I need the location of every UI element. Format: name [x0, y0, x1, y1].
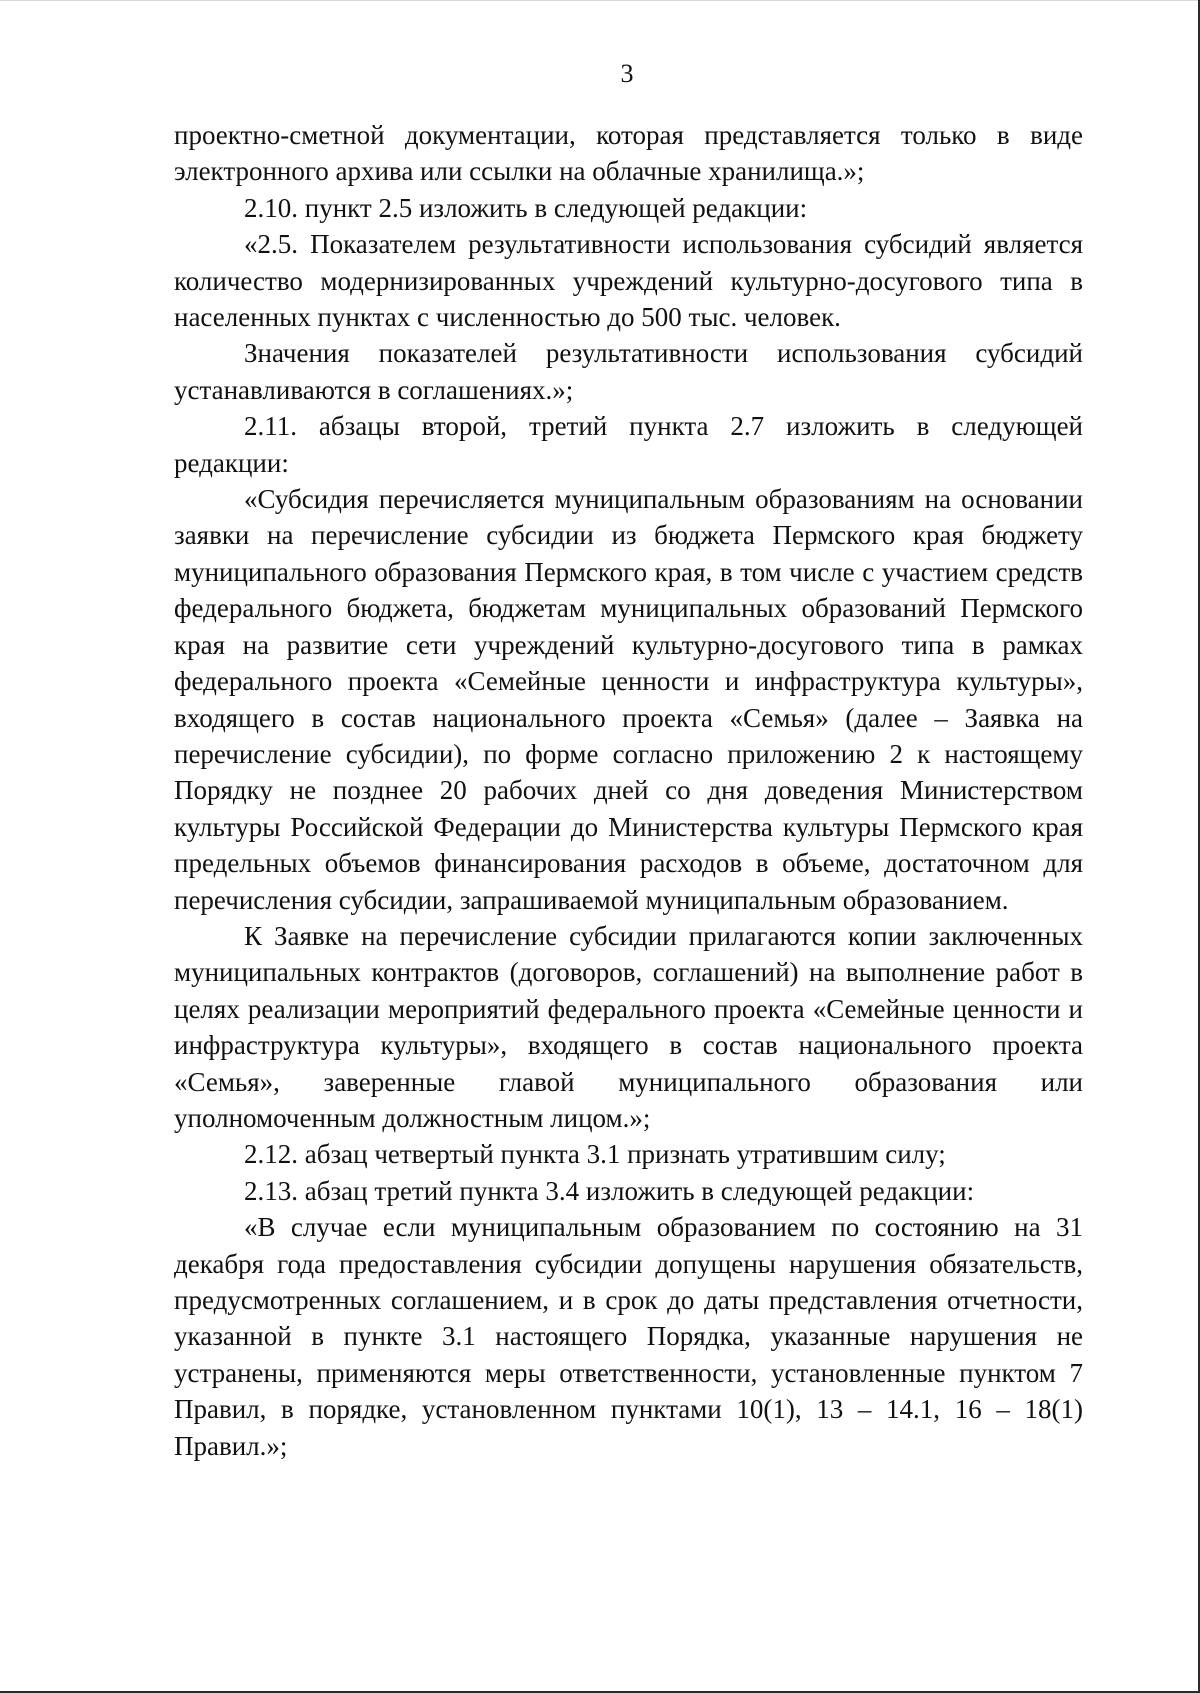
document-body: [174, 117, 1083, 1464]
paragraph-application-attachments: К Заявке на перечисление субсидии прилагаются копии заключенных муниципальных контрактов (договоров, соглашений) на выполнение работ в целях реализации мероприятий федерального проекта «Семейные ценности и инфраструктура культуры», входящего в состав национального проекта «Семья», заверенные главой муниципального образования или уполномоченным должностным лицом.»;: [174, 920, 1083, 1133]
paragraph-violations: «В случае если муниципальным образованием по состоянию на 31 декабря года предоставления субсидии допущены нарушения обязательств, предусмотренных соглашением, и в срок до даты представления отчетности, указанной в пункте 3.1 настоящего Порядка, указанные нарушения не устранены, применяются меры ответственности, установленные пунктом 7 Правил, в порядке, установленном пунктами 10(1), 13 – 14.1, 16 – 18(1) Правил.»;: [174, 1212, 1083, 1461]
paragraph-item-2-13: 2.13. абзац третий пункта 3.4 изложить в следующей редакции:: [244, 1175, 975, 1206]
paragraph-item-2-12: 2.12. абзац четвертый пункта 3.1 признать утратившим силу;: [244, 1139, 946, 1170]
paragraph-quote-2-5: «2.5. Показателем результативности использования субсидий является количество модернизированных учреждений культурно-досугового типа в населенных пунктах с численностью до 500 тыс. человек.: [174, 229, 1083, 333]
scan-edge-top: [0, 0, 1200, 1]
paragraph-continuation: проектно-сметной документации, которая представляется только в виде электронного архива или ссылки на облачные хранилища.»;: [174, 120, 1083, 187]
paragraph-item-2-10: 2.10. пункт 2.5 изложить в следующей редакции:: [244, 192, 808, 223]
paragraph-indicator-values: Значения показателей результативности использования субсидий устанавливаются в соглашениях.»;: [174, 338, 1083, 405]
paragraph-subsidy-transfer: «Субсидия перечисляется муниципальным образованиям на основании заявки на перечисление субсидии из бюджета Пермского края бюджету муниципального образования Пермского края, в том числе с участием средств федерального бюджета, бюджетам муниципальных образований Пермского края на развитие сети учреждений культурно-досугового типа в рамках федерального проекта «Семейные ценности и инфраструктура культуры», входящего в состав национального проекта «Семья» (далее – Заявка на перечисление субсидии), по форме согласно приложению 2 к настоящему Порядку не позднее 20 рабочих дней со дня доведения Министерством культуры Российской Федерации до Министерства культуры Пермского края предельных объемов финансирования расходов в объеме, достаточном для перечисления субсидии, запрашиваемой муниципальным образованием.: [174, 484, 1083, 915]
paragraph-item-2-11: 2.11. абзацы второй, третий пункта 2.7 изложить в следующей редакции:: [174, 411, 1083, 478]
page-number: 3: [620, 59, 634, 88]
